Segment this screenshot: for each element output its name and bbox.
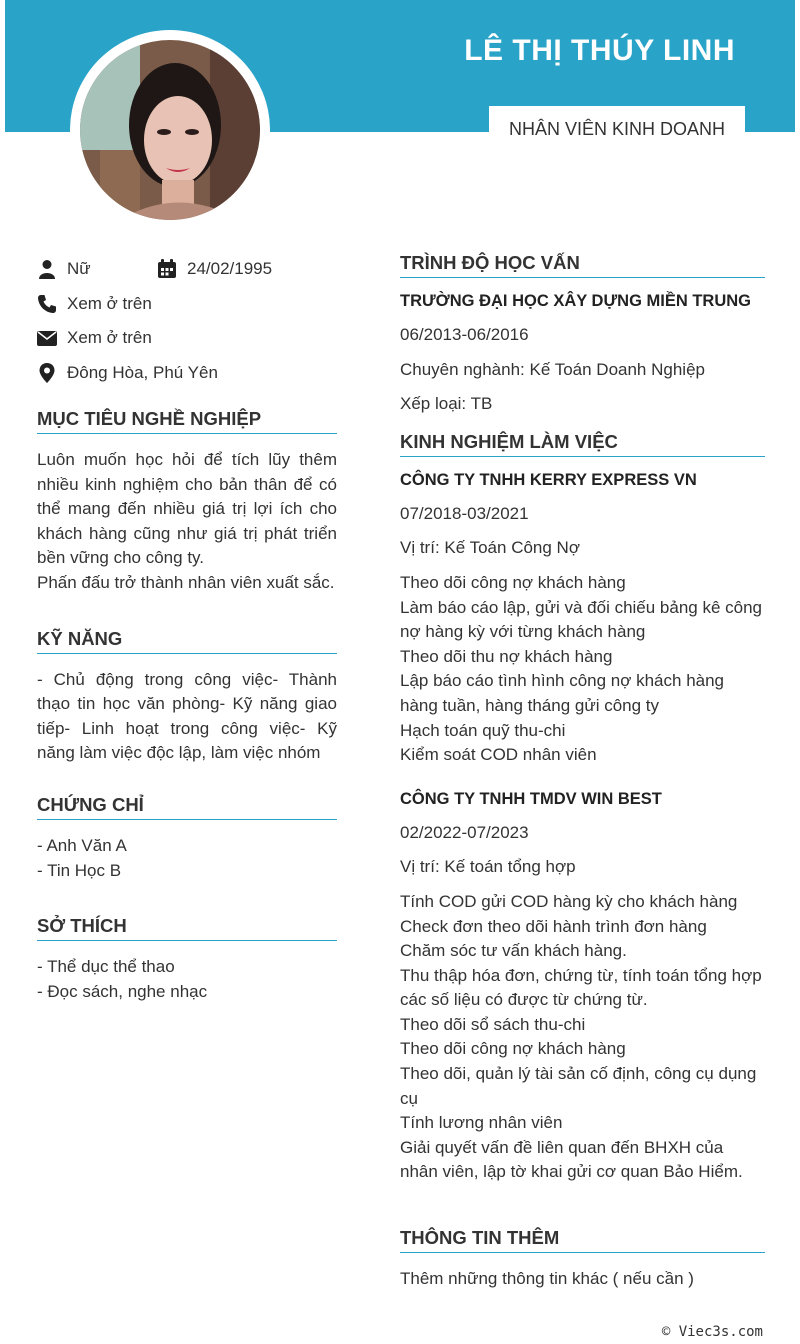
address-value: Đông Hòa, Phú Yên bbox=[67, 362, 218, 382]
education-period: 06/2013-06/2016 bbox=[400, 325, 529, 344]
avatar bbox=[80, 40, 260, 220]
address-row bbox=[37, 356, 337, 391]
job-duty: Kiểm soát COD nhân viên bbox=[400, 745, 597, 765]
certificates-heading: CHỨNG CHỈ bbox=[37, 794, 337, 820]
education-major: Chuyên nghành: Kế Toán Doanh Nghiệp bbox=[400, 359, 705, 379]
hobby-item: - Đọc sách, nghe nhạc bbox=[37, 981, 208, 1001]
skills-heading: KỸ NĂNG bbox=[37, 628, 337, 654]
education-rank: Xếp loại: TB bbox=[400, 394, 493, 414]
job-duty: Tính lương nhân viên bbox=[400, 1113, 563, 1133]
job-duty: Theo dõi công nợ khách hàng bbox=[400, 572, 626, 592]
extra-info-text: Thêm những thông tin khác ( nếu cần ) bbox=[400, 1269, 694, 1289]
phone-icon bbox=[37, 293, 57, 315]
job-role: Vị trí: Kế toán tổng hợp bbox=[400, 857, 576, 877]
hobbies-heading: SỞ THÍCH bbox=[37, 915, 337, 941]
right-column bbox=[400, 252, 765, 1292]
calendar-icon bbox=[157, 258, 177, 280]
gender-birthday-row bbox=[37, 252, 337, 287]
email-value: Xem ở trên bbox=[67, 328, 152, 348]
job-duty: Theo dõi, quản lý tài sản cố định, công cụ dụng cụ bbox=[400, 1064, 757, 1108]
phone-row bbox=[37, 287, 337, 322]
company-name: CÔNG TY TNHH KERRY EXPRESS VN bbox=[400, 470, 697, 489]
objective-text: Luôn muốn học hỏi để tích lũy thêm nhiều kinh nghiệm cho bản thân để có thể mang đến nhiều giá trị lợi ích cho khách hàng cũng như giá trị phát triển bền vững cho công ty. bbox=[37, 450, 337, 568]
job-duty: Hạch toán quỹ thu-chi bbox=[400, 720, 566, 740]
skills-text: - Chủ động trong công việc- Thành thạo tin học văn phòng- Kỹ năng giao tiếp- Linh hoạt trong công việc- Kỹ năng làm việc độc lập, làm việc nhóm bbox=[37, 669, 337, 763]
job-duty: Tính COD gửi COD hàng kỳ cho khách hàng bbox=[400, 891, 738, 911]
gender-value: Nữ bbox=[67, 259, 91, 279]
location-icon bbox=[37, 362, 57, 384]
job-duty: Chăm sóc tư vấn khách hàng. bbox=[400, 941, 627, 961]
candidate-name: LÊ THỊ THÚY LINH bbox=[464, 34, 735, 67]
job-duty: Thu thập hóa đơn, chứng từ, tính toán tổng hợp các số liệu có được từ chứng từ. bbox=[400, 965, 762, 1010]
birthday-value: 24/02/1995 bbox=[187, 259, 273, 279]
job-duty: Theo dõi thu nợ khách hàng bbox=[400, 646, 613, 666]
certificate-item: - Tin Học B bbox=[37, 860, 122, 880]
job-period: 02/2022-07/2023 bbox=[400, 822, 529, 842]
user-icon bbox=[37, 258, 57, 280]
avatar-photo bbox=[80, 40, 260, 220]
certificate-item: - Anh Văn A bbox=[37, 835, 127, 855]
email-row bbox=[37, 321, 337, 356]
experience-heading: KINH NGHIỆM LÀM VIỆC bbox=[400, 431, 765, 457]
phone-value: Xem ở trên bbox=[67, 293, 152, 313]
mail-icon bbox=[37, 327, 57, 349]
job-title: NHÂN VIÊN KINH DOANH bbox=[489, 106, 745, 152]
left-column bbox=[37, 252, 337, 1004]
job-period: 07/2018-03/2021 bbox=[400, 503, 529, 523]
extra-info-heading: THÔNG TIN THÊM bbox=[400, 1227, 765, 1253]
job-duty: Làm báo cáo lập, gửi và đối chiếu bảng kê công nợ hàng kỳ với từng khách hàng bbox=[400, 597, 763, 642]
objective-heading: MỤC TIÊU NGHỀ NGHIỆP bbox=[37, 408, 337, 434]
job-duty: Lập báo cáo tình hình công nợ khách hàng hàng tuần, hàng tháng gửi công ty bbox=[400, 671, 725, 715]
objective-text-2: Phấn đấu trở thành nhân viên xuất sắc. bbox=[37, 572, 335, 592]
job-duty: Giải quyết vấn đề liên quan đến BHXH của nhân viên, lập tờ khai gửi cơ quan Bảo Hiểm. bbox=[400, 1137, 743, 1182]
job-duty: Theo dõi sổ sách thu-chi bbox=[400, 1014, 586, 1034]
job-duty: Check đơn theo dõi hành trình đơn hàng bbox=[400, 916, 707, 936]
school-name: TRƯỜNG ĐẠI HỌC XÂY DỰNG MIỀN TRUNG bbox=[400, 292, 751, 310]
footer-credit: © Viec3s.com bbox=[661, 1324, 763, 1340]
job-duty: Theo dõi công nợ khách hàng bbox=[400, 1039, 626, 1059]
job-role: Vị trí: Kế Toán Công Nợ bbox=[400, 538, 580, 558]
company-name: CÔNG TY TNHH TMDV WIN BEST bbox=[400, 789, 662, 808]
education-heading: TRÌNH ĐỘ HỌC VẤN bbox=[400, 252, 765, 278]
hobby-item: - Thể dục thể thao bbox=[37, 957, 175, 977]
